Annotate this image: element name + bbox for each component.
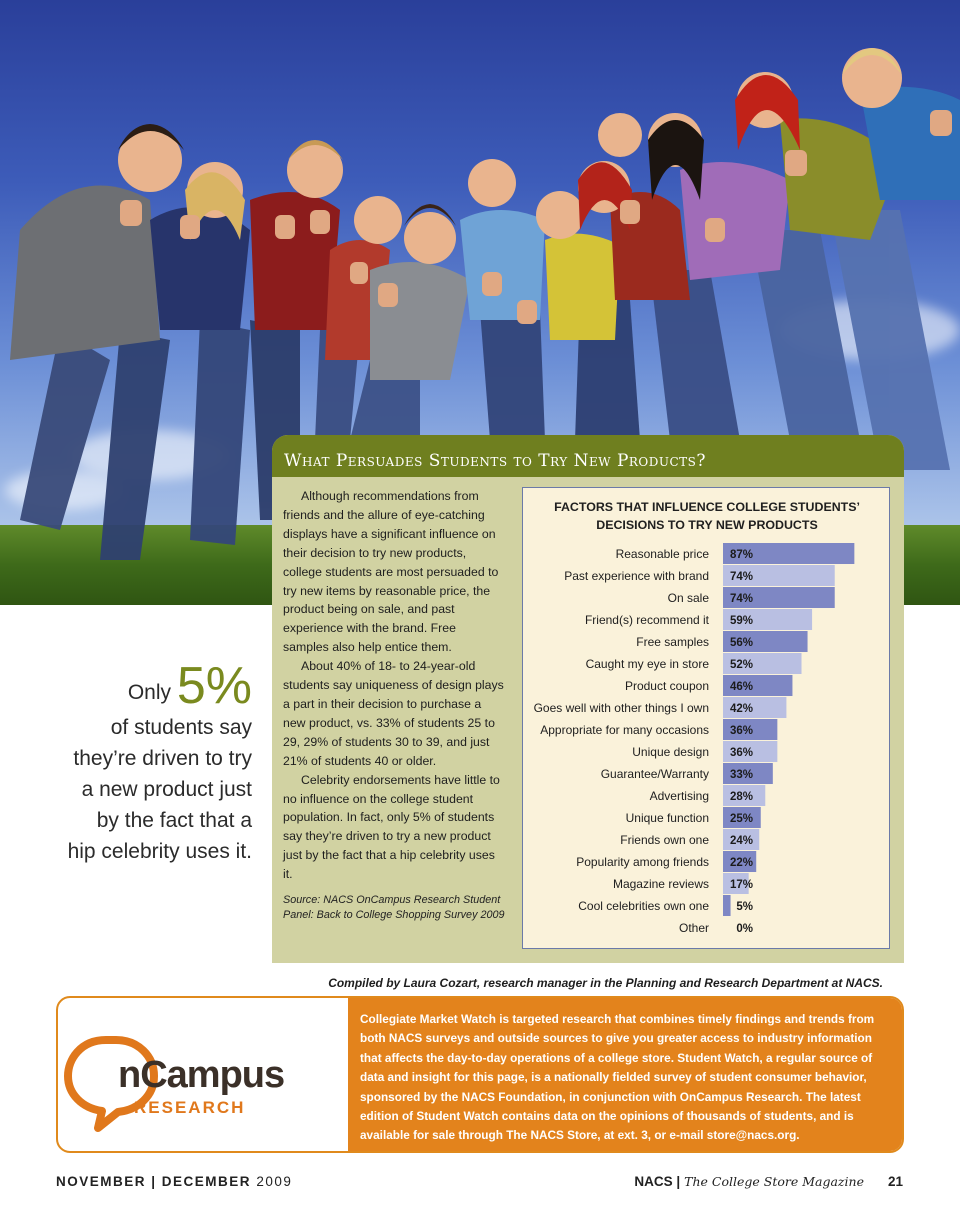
pull-quote-headline xyxy=(40,657,252,715)
chart-category-label: Guarantee/Warranty xyxy=(600,767,709,781)
footer-publication xyxy=(634,1174,903,1189)
chart-category-label: Unique design xyxy=(632,745,709,759)
credit-line: Compiled by Laura Cozart, research manager in the Planning and Research Department at NACS. xyxy=(328,976,883,990)
chart-category-label: Popularity among friends xyxy=(576,855,709,869)
footer-issue-months: NOVEMBER | DECEMBER xyxy=(56,1174,252,1189)
oncampus-brand: nCampus xyxy=(118,1054,285,1096)
chart-category-label: Appropriate for many occasions xyxy=(540,723,709,737)
chart-value-label: 33% xyxy=(729,769,753,781)
pull-quote xyxy=(40,657,252,867)
chart-value-label: 46% xyxy=(729,681,753,693)
chart-category-label: Free samples xyxy=(636,635,709,649)
pull-quote-line: a new product just xyxy=(81,778,252,801)
pull-quote-line: of students say xyxy=(110,716,252,739)
chart-value-label: 59% xyxy=(729,615,753,627)
chart-category-label: Past experience with brand xyxy=(564,569,709,583)
pull-quote-stat: 5% xyxy=(176,657,252,715)
chart-value-label: 74% xyxy=(729,593,753,605)
panel-title: What Persuades Students to Try New Products? xyxy=(284,451,707,471)
article-paragraph: About 40% of 18- to 24-year-old students say uniqueness of design plays a part in their decision to purchase a new product, vs. 33% of students 25 to 29, 29% of students 30 to 39, and just 21% of students 40 or older. xyxy=(283,659,504,768)
chart-value-label: 74% xyxy=(729,571,753,583)
chart-value-label: 36% xyxy=(729,725,753,737)
chart-value-label: 52% xyxy=(729,659,753,671)
chart-category-label: Friends own one xyxy=(620,833,709,847)
chart-title: FACTORS THAT INFLUENCE COLLEGE STUDENTS’ DECISIONS TO TRY NEW PRODUCTS xyxy=(554,500,860,532)
chart-category-label: Advertising xyxy=(649,789,709,803)
chart-value-label: 25% xyxy=(729,813,753,825)
chart-category-label: Reasonable price xyxy=(615,547,709,561)
chart-value-label: 36% xyxy=(729,747,753,759)
chart-category-label: Unique function xyxy=(625,811,709,825)
pull-quote-line: hip celebrity uses it. xyxy=(67,840,252,863)
chart-value-label: 17% xyxy=(729,879,753,891)
chart-category-label: Caught my eye in store xyxy=(585,657,709,671)
chart-value-label: 24% xyxy=(729,835,753,847)
chart-value-label: 5% xyxy=(736,901,753,913)
chart-value-label: 0% xyxy=(736,923,753,935)
oncampus-sub: RESEARCH xyxy=(134,1098,246,1117)
chart-category-label: Other xyxy=(678,921,709,935)
article-paragraph: Although recommendations from friends and the allure of eye-catching displays have a significant influence on their decision to try new products, college students are most persuaded to try new items by reasonable price, the product being on sale, and past experience with the brand. Free samples also help entice them. xyxy=(283,489,499,655)
page-number: 21 xyxy=(887,1174,903,1189)
chart-box xyxy=(522,487,890,949)
bar-chart xyxy=(523,488,891,950)
chart-category-label: Friend(s) recommend it xyxy=(584,613,709,627)
article-panel xyxy=(272,435,904,963)
article-paragraph: Celebrity endorsements have little to no influence on the college student population. In fact, only 5% of students say they’re driven to try a new product just by the fact that a hip celebrity uses it. xyxy=(283,772,500,882)
chart-value-label: 22% xyxy=(729,857,753,869)
footer-issue-year: 2009 xyxy=(256,1174,293,1189)
article-source: Source: NACS OnCampus Research Student Panel: Back to College Shopping Survey 2009 xyxy=(283,894,505,921)
chart-category-label: On sale xyxy=(667,591,709,605)
chart-category-label: Magazine reviews xyxy=(612,877,709,891)
footer-magazine: The College Store Magazine xyxy=(684,1174,864,1189)
chart-category-label: Product coupon xyxy=(624,679,709,693)
article-body xyxy=(283,487,505,922)
footer-pub: NACS | xyxy=(634,1174,681,1189)
oncampus-text: is targeted research that combines timely findings and trends from both NACS surveys and outside sources to give you greater access to industry information that affects the day-to-day operations of a college store. Student Watch, a regular source of data and insight for this page, is a nationally fielded survey of student consumer behavior, sponsored by the NACS Foundation, in conjunction with OnCampus Research. The latest edition of Student Watch contains data on the opinions of thousands of students, and is available for sale through The NACS Store, at ext. 3, or e-mail store@nacs.org. xyxy=(360,1012,875,1143)
oncampus-box xyxy=(56,996,904,1153)
chart-value-label: 28% xyxy=(729,791,753,803)
chart-value-label: 56% xyxy=(729,637,753,649)
chart-bar xyxy=(723,895,731,916)
oncampus-description xyxy=(348,998,904,1153)
pull-quote-line: they’re driven to try xyxy=(73,747,252,770)
pull-quote-line: by the fact that a xyxy=(96,809,252,832)
oncampus-logo xyxy=(58,998,348,1153)
chart-category-label: Goes well with other things I own xyxy=(533,701,709,715)
pull-quote-lead: Only xyxy=(127,681,171,704)
panel-header xyxy=(272,435,904,477)
chart-category-label: Cool celebrities own one xyxy=(578,899,709,913)
chart-value-label: 87% xyxy=(729,549,753,561)
oncampus-lead: Collegiate Market Watch xyxy=(360,1012,496,1026)
footer-issue xyxy=(56,1174,292,1189)
chart-value-label: 42% xyxy=(729,703,753,715)
